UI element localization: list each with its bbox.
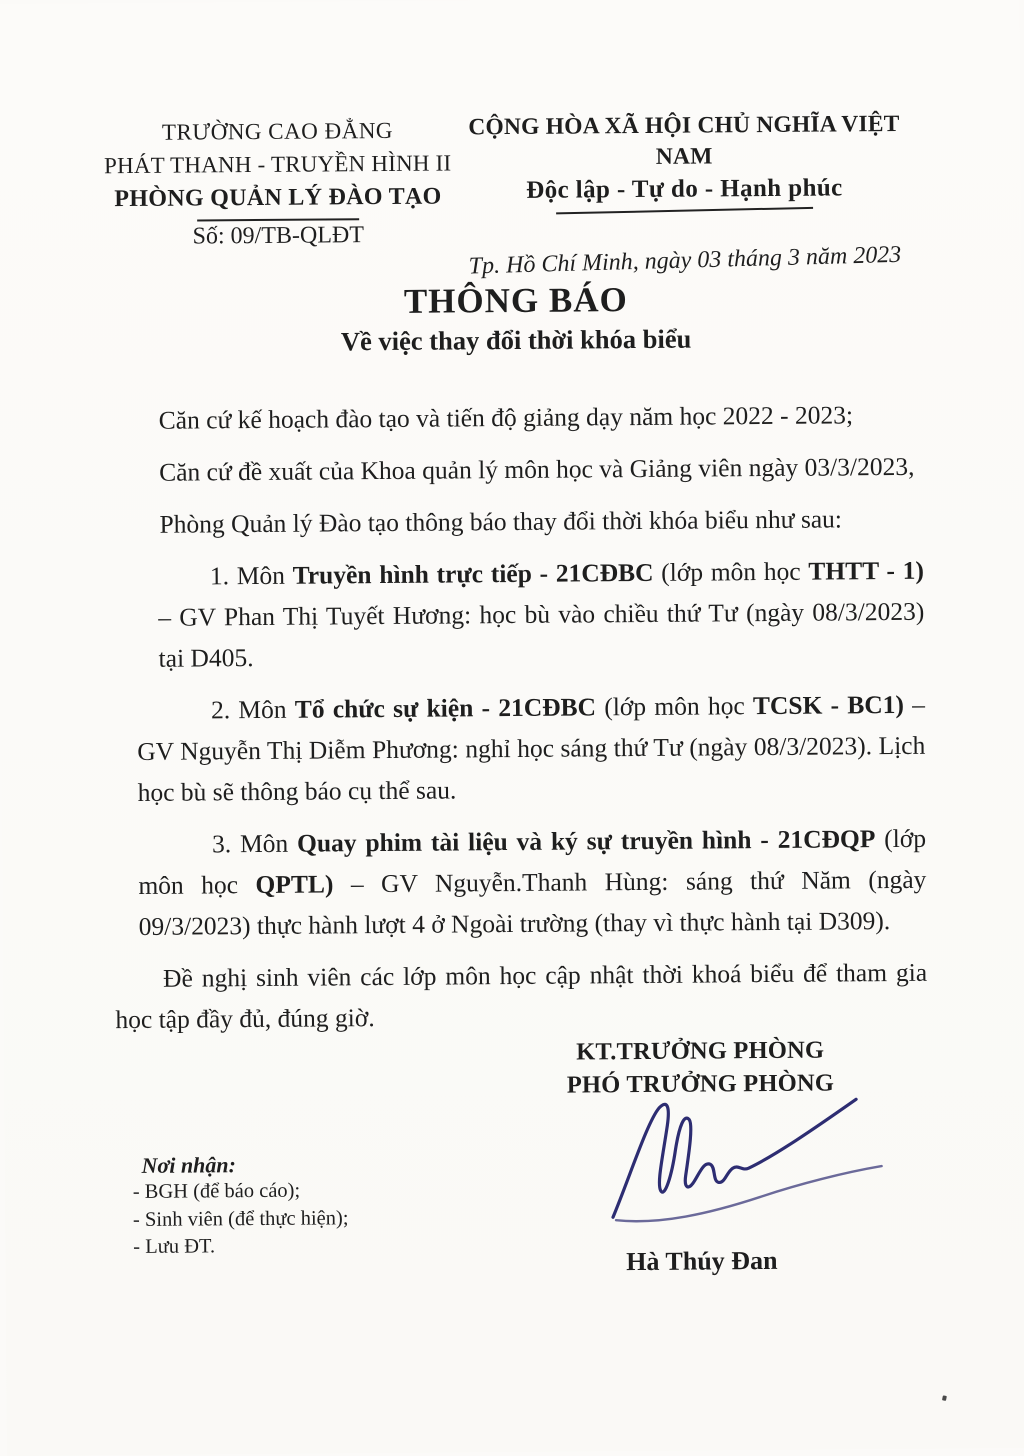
text-run-bold: THTT - 1) <box>808 555 925 586</box>
issuer-line-2: PHÁT THANH - TRUYỀN HÌNH II <box>104 150 452 179</box>
national-motto-line-1: CỘNG HÒA XÃ HỘI CHỦ NGHĨA VIỆT NAM <box>468 110 900 170</box>
text-run: 3. Môn <box>211 828 298 859</box>
text-run: – GV Phan Thị Tuyết Hương: học bù vào chiều thứ Tư (ngày 08/3/2023) tại D405. <box>158 596 925 673</box>
text-run: 1. Môn <box>209 560 293 591</box>
issuer-block <box>101 114 454 250</box>
text-run: – GV Nguyễn Thị Diễm Phương: nghỉ học sáng thứ Tư (ngày 08/3/2023). Lịch học bù sẽ thông báo cụ thể sau. <box>137 689 926 807</box>
text-run: 2. Môn <box>210 694 295 725</box>
recipients-label: Nơi nhận: <box>141 1152 237 1178</box>
body-paragraph-intro: Phòng Quản lý Đào tạo thông báo thay đổi thời khóa biểu như sau: <box>159 504 843 539</box>
recipient-item: - BGH (để báo cáo); <box>132 1179 301 1203</box>
text-run-bold: TCSK - BC1) <box>752 689 905 721</box>
text-run: (lớp môn học <box>653 556 809 587</box>
document-body <box>111 394 928 1040</box>
signer-name: Hà Thúy Đan <box>626 1245 778 1277</box>
issuer-underline <box>197 218 359 221</box>
recipient-item: - Sinh viên (để thực hiện); <box>132 1206 349 1231</box>
text-run: – GV Nguyễn.Thanh Hùng: sáng thứ Năm (ngày 09/3/2023) thực hành lượt 4 ở Ngoài trường (thay vì thực hành tại D309). <box>138 864 927 941</box>
issuer-line-3: PHÒNG QUẢN LÝ ĐÀO TẠO <box>114 183 442 213</box>
document-number: Số: 09/TB-QLĐT <box>192 222 365 250</box>
body-paragraph-item-2 <box>113 684 926 813</box>
text-run-bold: Quay phim tài liệu và ký sự truyền hình - 21CĐQP <box>296 824 876 858</box>
handwritten-signature <box>599 1090 900 1237</box>
body-paragraph-basis-2: Căn cứ đề xuất của Khoa quản lý môn học và Giảng viên ngày 03/3/2023, <box>159 451 915 487</box>
document-title: THÔNG BÁO <box>403 280 628 321</box>
document-subtitle: Về việc thay đổi thời khóa biểu <box>340 323 692 357</box>
title-block <box>110 277 923 361</box>
body-paragraph-closing: Đề nghị sinh viên các lớp môn học cập nhật thời khoá biểu để tham gia học tập đầy đủ, đúng giờ. <box>115 957 928 1035</box>
signer-title-2: PHÓ TRƯỞNG PHÒNG <box>566 1069 835 1099</box>
text-run-bold: Tổ chức sự kiện - 21CĐBC <box>294 692 597 724</box>
scan-speck <box>942 1395 947 1401</box>
recipients-block <box>132 1150 463 1261</box>
place-date-line: Tp. Hồ Chí Minh, ngày 03 tháng 3 năm 2023 <box>468 241 902 280</box>
national-header-block <box>446 109 922 280</box>
text-run-bold: QPTL) <box>255 869 334 900</box>
text-run: (lớp môn học <box>138 823 927 900</box>
text-run-bold: Truyền hình trực tiếp - 21CĐBC <box>292 557 654 590</box>
body-paragraph-basis-1: Căn cứ kế hoạch đào tạo và tiến độ giảng dạy năm học 2022 - 2023; <box>158 400 854 435</box>
recipient-item: - Lưu ĐT. <box>133 1235 216 1258</box>
signer-title-1: KT.TRƯỞNG PHÒNG <box>576 1036 825 1066</box>
body-paragraph-item-3 <box>114 818 927 947</box>
text-run: (lớp môn học <box>595 691 754 722</box>
motto-underline <box>556 207 813 215</box>
issuer-line-1: TRƯỜNG CAO ĐẲNG <box>161 117 394 145</box>
national-motto-line-2: Độc lập - Tự do - Hạnh phúc <box>526 174 843 204</box>
body-paragraph-item-1 <box>112 550 925 679</box>
